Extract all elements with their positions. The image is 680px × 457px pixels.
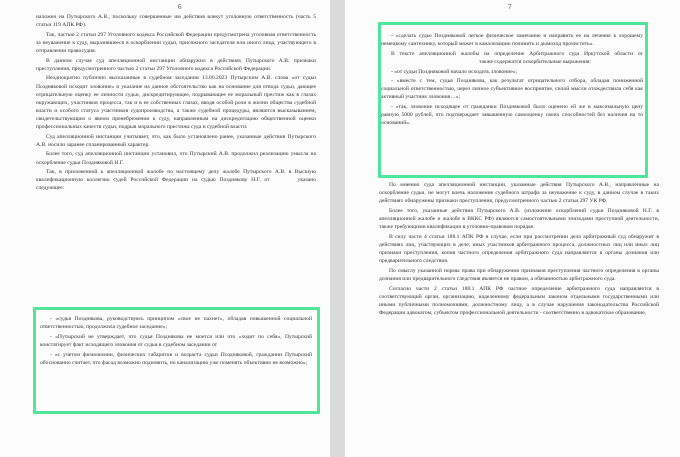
quote-text: также содержатся оскорбительные выражения: [479,58,592,65]
quote-text: В тексте апелляционной жалобы на определение Арбитражного суда Иркутской области от [391,50,643,57]
document-page-right [345,0,680,457]
quote: - «от судьи Поздняковой начало исходить зловоние»; [391,68,518,75]
page-number: 7 [508,3,512,11]
page-number: 6 [178,3,182,11]
paragraph: Более того, суд апелляционной инстанции установил, что Путырский А.В. продолжил реализацию умысла на оскорбление судьи Поздняковой Н.Г. [36,151,316,166]
paragraph: Суд апелляционной инстанции учитывает, что, как было установлено ранее, указанные действия Путырского А.В. носили заранее спланированный характер. [36,133,316,148]
quote: - «сделать судье Поздняковой легкое физическое замечание и направить ее на лечение к хорошему немецкому сантехнику, который может в канализацию починить и дымоход прочистить». [381,33,643,48]
quote: - «Путырский не утверждает, что судья Позднякова не моется или что «ходит по себя», Путырский констатирует факт исходящего зловония от судьи в судебном заседании от [40,333,312,348]
paragraph: По мнению суда апелляционной инстанции, указанные действия Путырского А.В., направленные на оскорбление судьи, не могут влечь наложение судебного штрафа за неуважение к суду, в данном случае в таких действиях обнаружены признаки преступления, предусмотренного частью 2 статьи 297 УК РФ. [379,182,659,205]
paragraph-text: Так, в приложенной к апелляционной жалобе по настоящему делу жалобе Путырского А.В. в Высшую квалификационную коллегию судей Российской Федерации на судью Позднякову Н.Г. от [36,169,316,184]
quote: - «судья Позднякова, руководствуясь принципом «свое не пахнет», обладая повышенной социальной ответственностью, продолжила судебное заседание»; [40,316,312,331]
quote: - «вместе с тем, судья Позднякова, как результат отрицательного отбора, обладая пониженной социальной ответственностью, через личное субъективное восприятие, силой мысли отождествила себя как активный участник зловония…»; [381,78,643,101]
highlight-frame [33,307,320,414]
paragraph-with-redaction [36,168,316,192]
paragraph: Согласно части 2 статьи 188.1 АПК РФ частное определение арбитражного суда направляется в соответствующий орган, организацию, наделенному федеральным законом отдельными государственными или иными публичными полномочиями, должностному лицу, а в случае нарушения законодательства Российской Федерации адвокатом, субъектом профессиональной деятельности - соответственно в адвокатское образование, [379,285,659,316]
paragraph: В силу части 4 статьи 188.1 АПК РФ в случае, если при рассмотрении дела арбитражный суд обнаружит в действиях лиц, участвующих в деле, иных участников арбитражного процесса, должностных лиц или иных лиц признаки преступления, копия частного определения арбитражного суда направляется в органы дознания или предварительного следствия. [379,233,659,265]
highlight-frame [378,22,648,178]
paragraph-text: указано следующее: [36,177,316,192]
quote: - «так, зловоние исходящее от гражданки Поздняковой было оценено ей же в максимальную цену равную 5000 рублей, что подтверждает завышенную самооценку своих способностей без наличия на то оснований». [381,104,643,127]
paragraph: Так, частью 2 статьи 297 Уголовного кодекса Российской Федерации предусмотрена уголовная ответственность за неуважение к суду, выразившееся в оскорблении судьи, присяжного заседателя или иного лица, участвующего в отправлении правосудия. [36,31,316,54]
document-page-left [0,0,330,457]
paragraph: наложен на Путырского А.В., поскольку совершенные им действия влекут уголовную ответственность (часть 5 статьи 119 АПК РФ). [36,14,316,29]
page-body-text [379,181,659,318]
quote: - «с учетом физиономии, физических габаритов и возраста судьи Поздняковой, гражданин Путырский обоснованно считает, что фасад возможно подновить, но канализацию уже поменять объективно не возможно»; [40,351,312,366]
page-body-text [36,13,316,194]
paragraph: Неоднократно публично высказанные в судебном заседании 13.06.2023 Путырским А.В. слова «от судьи Поздняковой исходит зловоние» и указание на данное обстоятельство как на основание для отвода судьи, дающее отрицательную оценку ее личности судьи, дискредитирующее, подрывающее ее моральный престиж как в глазах окружающих, участников процесса, так и в ее собственных глазах, вводя особой роли в жизни общества судебной власти и особого статуса участников судопроизводства, а также судебной процедуры, являются высказыванием, свидетельствующим о явном пренебрежении к суду, направленным на дискредитацию общественной оценки профессиональных качеств судьи, подрыв морального престижа суда и судебной власти. [36,75,316,130]
paragraph: Более того, указанные действия Путырского А.В. (изложение оскорблений судьи Поздняковой Н.Г. в апелляционной жалобе и жалобе в ВККС РФ) являются самостоятельными эпизодами преступной деятельности, также требующими квалификации в уголовно-правовом порядке. [379,207,659,231]
paragraph: В данном случае суд апелляционной инстанции обнаружил в действиях Путырского А.В. признаки преступления, предусмотренного частью 2 статьи 297 Уголовного кодекса Российской Федерации. [36,57,316,72]
paragraph: По смыслу указанной нормы права при обнаружении признаков преступления частного определения в органы дознания или предварительного следствия является не правом, а обязанностью арбитражного суда. [379,267,659,282]
